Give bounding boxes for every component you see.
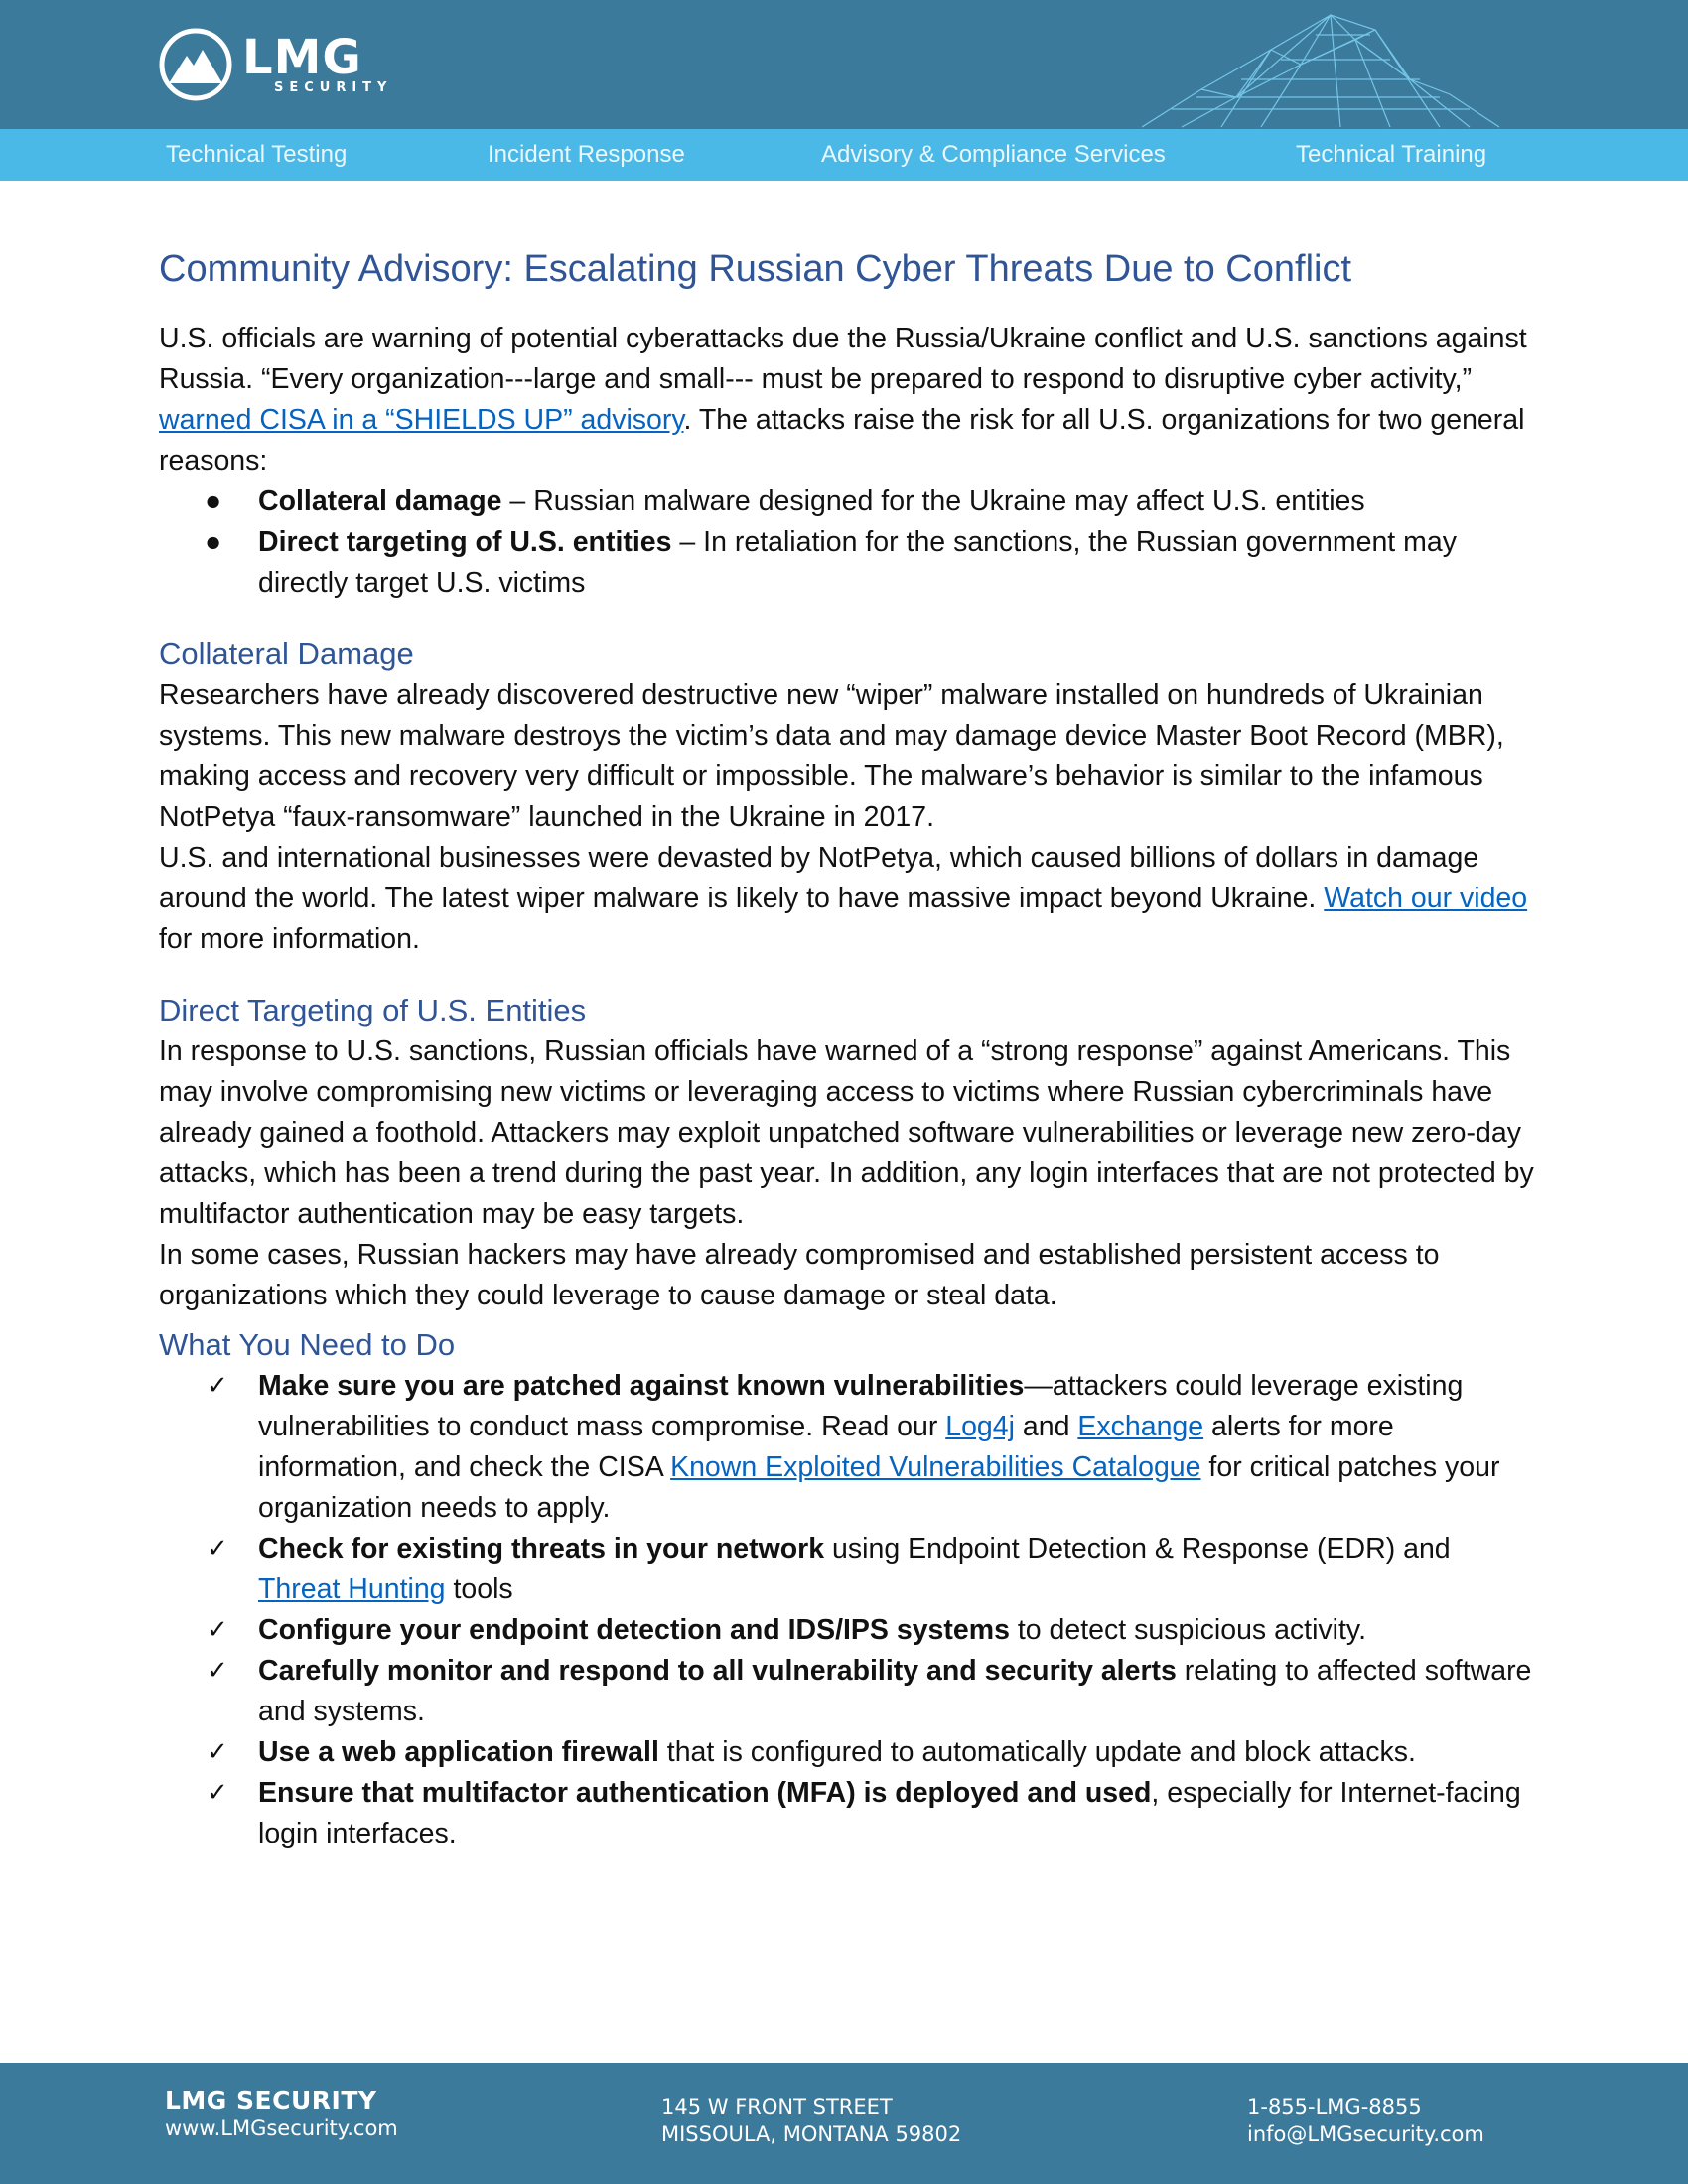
todo-text: —attackers could leverage existing vulnerabilities to conduct mass compromise. Read our [258, 1370, 1464, 1442]
todo-text: to detect suspicious activity. [1009, 1614, 1366, 1646]
bullet-icon: ● [205, 485, 222, 517]
checkmark-icon: ✓ [207, 1778, 228, 1808]
todo-bold: Use a web application firewall [258, 1736, 659, 1768]
kev-catalogue-link[interactable]: Known Exploited Vulnerabilities Catalogue [670, 1451, 1201, 1483]
threat-hunting-link[interactable]: Threat Hunting [258, 1573, 446, 1605]
list-item [159, 522, 1539, 604]
collateral-text: U.S. and international businesses were devasted by NotPetya, which caused billions of dollars in damage around the world. The latest wiper malware is likely to have massive impact beyond Ukraine. [159, 842, 1479, 914]
todo-text: using Endpoint Detection & Response (EDR) and [824, 1533, 1451, 1565]
reason-text: – In retaliation for the sanctions, the Russian government may directly target U.S. victims [258, 526, 1457, 599]
reason-bold: Direct targeting of U.S. entities [258, 526, 672, 558]
list-item [159, 1732, 1539, 1773]
footer-bar [0, 2063, 1688, 2184]
footer-email[interactable]: info@LMGsecurity.com [1247, 2122, 1484, 2146]
header-banner [0, 0, 1688, 129]
direct-paragraph-2: In some cases, Russian hackers may have already compromised and established persistent access to organizations which they could leverage to cause damage or steal data. [159, 1239, 1440, 1311]
nav-incident-response[interactable]: Incident Response [488, 141, 685, 168]
todo-bold: Carefully monitor and respond to all vulnerability and security alerts [258, 1655, 1177, 1687]
todo-text: tools [445, 1573, 513, 1605]
footer-brand-block [165, 2087, 398, 2142]
nav-technical-training[interactable]: Technical Training [1296, 141, 1487, 168]
footer-brand: LMG SECURITY [165, 2086, 377, 2115]
collateral-heading: Collateral Damage [159, 636, 414, 671]
todo-list [159, 1366, 1539, 1854]
todo-bold: Check for existing threats in your network [258, 1533, 825, 1565]
direct-section [159, 990, 1539, 1316]
collateral-paragraph-1: Researchers have already discovered destructive new “wiper” malware installed on hundreds of Ukrainian systems. This new malware destroys the victim’s data and may damage device Master Boot Record (MBR), making access and recovery very difficult or impossible. The malware’s behavior is similar to the infamous NotPetya “faux-ransomware” launched in the Ukraine in 2017. [159, 679, 1504, 833]
todo-bold: Configure your endpoint detection and IDS/IPS systems [258, 1614, 1010, 1646]
nav-technical-testing[interactable]: Technical Testing [166, 141, 348, 168]
nav-bar [0, 129, 1688, 181]
todo-text: , especially for Internet-facing login interfaces. [258, 1777, 1521, 1849]
video-after-text: for more information. [159, 923, 420, 955]
intro-text-2: . The attacks raise the risk for all U.S. organizations for two general reasons: [159, 404, 1525, 477]
checkmark-icon: ✓ [207, 1371, 228, 1401]
list-item [159, 1651, 1539, 1732]
list-item [159, 1773, 1539, 1854]
todo-text: that is configured to automatically update and block attacks. [658, 1736, 1416, 1768]
lmg-logo[interactable] [159, 28, 392, 101]
reasons-list [159, 481, 1539, 604]
logo-sub-text: SECURITY [274, 79, 393, 95]
intro-text-1: U.S. officials are warning of potential cyberattacks due the Russia/Ukraine conflict and U.S. sanctions against Russia. “Every organization---large and small--- must be prepared to respond to disruptive cyber activity,” [159, 323, 1527, 395]
list-item [159, 1366, 1539, 1529]
footer-contact-block [1247, 2093, 1484, 2148]
logo-main-text: LMG [242, 29, 362, 85]
reason-text: – Russian malware designed for the Ukraine may affect U.S. entities [501, 485, 1365, 517]
todo-text: relating to affected software and systems. [258, 1655, 1532, 1727]
list-item [159, 1610, 1539, 1651]
document-body [159, 248, 1539, 1854]
todo-section [159, 1324, 1539, 1854]
checkmark-icon: ✓ [207, 1615, 228, 1645]
footer-street: 145 W FRONT STREET [661, 2095, 893, 2118]
footer-website-link[interactable]: www.LMGsecurity.com [165, 2116, 398, 2140]
list-item [159, 1529, 1539, 1610]
watch-video-link[interactable]: Watch our video [1324, 883, 1528, 914]
mountain-logo-icon [159, 28, 232, 101]
log4j-link[interactable]: Log4j [945, 1411, 1015, 1442]
checkmark-icon: ✓ [207, 1534, 228, 1564]
list-item [159, 481, 1539, 522]
reason-bold: Collateral damage [258, 485, 502, 517]
page-title: Community Advisory: Escalating Russian Cyber Threats Due to Conflict [159, 248, 1352, 290]
nav-advisory-compliance[interactable]: Advisory & Compliance Services [821, 141, 1166, 168]
footer-address-block [661, 2093, 961, 2148]
todo-bold: Ensure that multifactor authentication (MFA) is deployed and used [258, 1777, 1152, 1809]
todo-heading: What You Need to Do [159, 1327, 456, 1362]
todo-text: and [1014, 1411, 1078, 1442]
checkmark-icon: ✓ [207, 1656, 228, 1686]
direct-paragraph-1: In response to U.S. sanctions, Russian officials have warned of a “strong response” against Americans. This may involve compromising new victims or leveraging access to victims where Russian cybercriminals have already gained a foothold. Attackers may exploit unpatched software vulnerabilities or leverage new zero-day attacks, which has been a trend during the past year. In addition, any login interfaces that are not protected by multifactor authentication may be easy targets. [159, 1035, 1534, 1230]
footer-phone[interactable]: 1-855-LMG-8855 [1247, 2095, 1422, 2118]
collateral-paragraph-2 [159, 838, 1539, 960]
footer-city: MISSOULA, MONTANA 59802 [661, 2122, 962, 2146]
cisa-shields-up-link[interactable]: warned CISA in a “SHIELDS UP” advisory [159, 404, 684, 436]
todo-bold: Make sure you are patched against known vulnerabilities [258, 1370, 1025, 1402]
intro-paragraph [159, 319, 1539, 481]
wireframe-mountain-graphic [1142, 10, 1499, 129]
checkmark-icon: ✓ [207, 1737, 228, 1767]
bullet-icon: ● [205, 526, 222, 558]
direct-heading: Direct Targeting of U.S. Entities [159, 993, 587, 1027]
exchange-link[interactable]: Exchange [1077, 1411, 1204, 1442]
collateral-section [159, 633, 1539, 960]
todo-text: for critical patches your organization needs to apply. [258, 1451, 1500, 1524]
todo-text: alerts for more information, and check the CISA [258, 1411, 1394, 1483]
